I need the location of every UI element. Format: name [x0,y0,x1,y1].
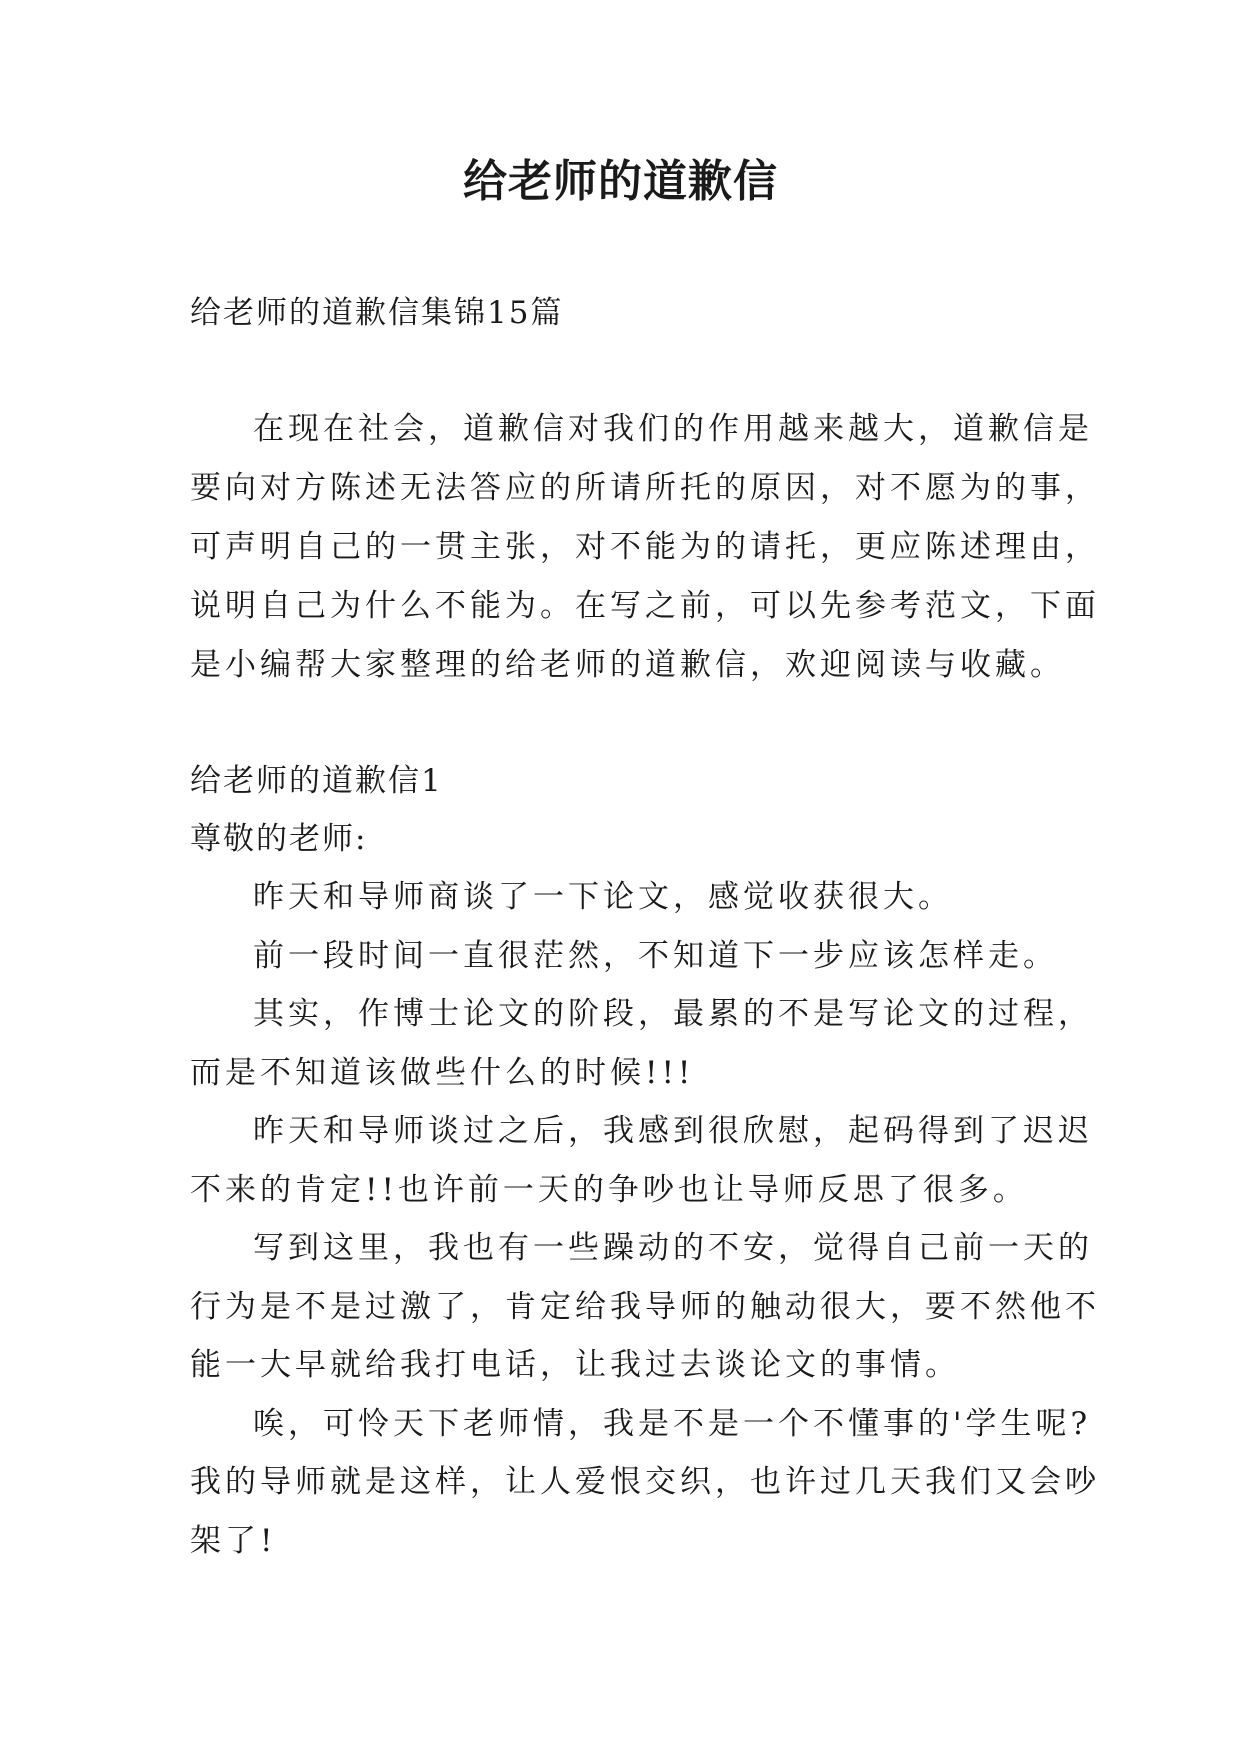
intro-line-2: 要向对方陈述无法答应的所请所托的原因，对不愿为的事， [190,470,1100,506]
body-line-6: 不来的肯定!!也许前一天的争吵也让导师反思了很多。 [190,1172,1028,1208]
intro-line-1: 在现在社会，道歉信对我们的作用越来越大，道歉信是 [253,411,1093,447]
intro-line-5: 是小编帮大家整理的给老师的道歉信，欢迎阅读与收藏。 [190,647,1065,683]
document-subtitle: 给老师的道歉信集锦15篇 [190,295,564,331]
body-line-4: 而是不知道该做些什么的时候!!! [190,1055,695,1091]
body-line-9: 能一大早就给我打电话，让我过去谈论文的事情。 [190,1347,960,1383]
letter-salutation: 尊敬的老师: [190,821,368,857]
body-line-2: 前一段时间一直很茫然，不知道下一步应该怎样走。 [253,938,1058,974]
body-line-3: 其实，作博士论文的阶段，最累的不是写论文的过程， [253,996,1093,1032]
intro-line-4: 说明自己为什么不能为。在写之前，可以先参考范文，下面 [190,588,1100,624]
letter-heading: 给老师的道歉信1 [190,763,443,799]
body-line-7: 写到这里，我也有一些躁动的不安，觉得自己前一天的 [253,1230,1093,1266]
intro-line-3: 可声明自己的一贯主张，对不能为的请托，更应陈述理由， [190,529,1100,565]
body-line-10: 唉，可怜天下老师情，我是不是一个不懂事的'学生呢? [253,1406,1092,1442]
body-line-12: 架了! [190,1523,277,1559]
body-line-5: 昨天和导师谈过之后，我感到很欣慰，起码得到了迟迟 [253,1113,1093,1149]
document-title: 给老师的道歉信 [463,156,778,207]
body-line-1: 昨天和导师商谈了一下论文，感觉收获很大。 [253,879,953,915]
body-line-8: 行为是不是过激了，肯定给我导师的触动很大，要不然他不 [190,1289,1100,1325]
body-line-11: 我的导师就是这样，让人爱恨交织，也许过几天我们又会吵 [190,1464,1100,1500]
